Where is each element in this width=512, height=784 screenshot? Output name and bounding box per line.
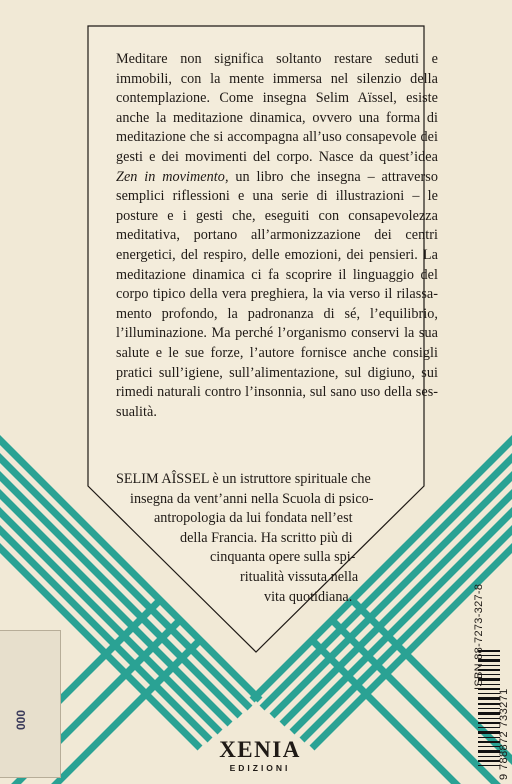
bio-line: SELIM AÎSSEL è un istruttore spirituale che: [116, 471, 371, 487]
bio-line: insegna da vent’anni nella Scuola di psico-: [130, 490, 374, 507]
publisher-logo: [210, 738, 310, 774]
book-blurb: [116, 50, 438, 422]
isbn-label: ISBN 88-7273-327-8: [473, 583, 485, 690]
bio-line: ritualità vissuta nella: [240, 568, 359, 585]
bio-line: cinquanta opere sulla spi-: [210, 549, 356, 566]
bio-line: vita quotidiana.: [264, 588, 353, 605]
blurb-part-2: , un libro che insegna – attraverso semplici riflessioni e una serie di illustrazioni – le posture e i gesti che, eseguiti con consapevolezza meditativa, portano all’armonizzazione dei centri energetici, del respiro, delle emozioni, dei pensieri. La meditazione dinamica ci fa scoprire il linguaggio del corpo tipico della vera preghiera, la via verso il rilassamento profondo, la padronanza di sé, l’equilibrio, l’illuminazione. Ma perché l’organismo conservi la sua salute e le sue forze, l’autore fornisce anche consigli pratici sull’igiene, sull’alimentazione, sul digiuno, sui rimedi naturali contro l’insonnia, sul sano uso della sessualità.: [116, 168, 438, 420]
barcode-digits: 9 788872 733271: [498, 688, 510, 780]
bio-line: antropologia da lui fondata nell’est: [154, 510, 353, 527]
book-title-italic: Zen in movimento: [116, 168, 225, 185]
blurb-part-1: Meditare non significa soltanto restare seduti e immobili, con la mente immersa nel silenzio della contemplazione. Come insegna Selim Aïssel, esiste anche la meditazione dinamica, ovvero una forma di meditazione che si accompagna all’uso consapevole dei gesti e dei movimenti del corpo. Nasce da quest’idea: [116, 51, 438, 165]
publisher-name: XENIA: [219, 737, 301, 762]
library-sticker-code: 000: [14, 709, 28, 730]
author-bio: [100, 470, 430, 607]
bio-line: della Francia. Ha scritto più di: [180, 529, 353, 546]
library-sticker: [0, 630, 61, 778]
publisher-subtitle: EDIZIONI: [229, 763, 291, 773]
